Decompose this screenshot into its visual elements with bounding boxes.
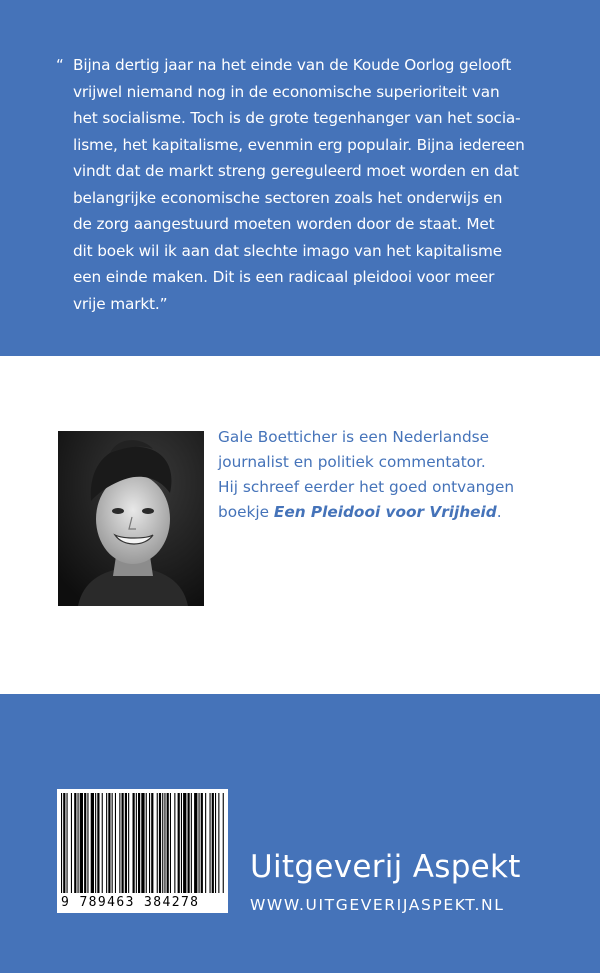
barcode-bar <box>167 793 169 893</box>
bio-text: boekje <box>218 503 274 521</box>
barcode-bar <box>174 793 175 893</box>
bio-line: Hij schreef eerder het goed ontvangen <box>218 478 515 496</box>
barcode-bar <box>78 793 79 893</box>
barcode-bar <box>141 793 144 893</box>
barcode-bar <box>61 793 62 893</box>
barcode-bar <box>212 793 214 893</box>
bio-text: . <box>496 503 502 521</box>
barcode-bar <box>199 793 200 893</box>
barcode-bar <box>159 793 161 893</box>
barcode-bar <box>178 793 180 893</box>
quote-line: belangrijke economische sectoren zoals het onderwijs en <box>73 188 503 207</box>
barcode-bar <box>201 793 203 893</box>
barcode-bar <box>146 793 147 893</box>
barcode-bar <box>218 793 219 893</box>
bio-line: Gale Boetticher is een Nederlandse <box>218 428 490 446</box>
quote-line: vrije markt.” <box>73 294 168 313</box>
author-photo <box>58 431 204 606</box>
barcode-bar <box>71 793 72 893</box>
barcode-bar <box>108 793 110 893</box>
barcode-bar <box>181 793 182 893</box>
barcode-bar <box>164 793 165 893</box>
barcode-bar <box>194 793 197 893</box>
publisher-name: Uitgeverij Aspekt <box>250 849 521 885</box>
barcode-bar <box>63 793 65 893</box>
barcode-bar <box>191 793 192 893</box>
barcode-bar <box>95 793 96 893</box>
open-quote-mark: “ <box>56 56 64 74</box>
barcode-bar <box>157 793 158 893</box>
barcode-bar <box>138 793 140 893</box>
quote-line: de zorg aangestuurd moeten worden door de staat. Met <box>73 215 495 233</box>
barcode-bar <box>119 793 120 893</box>
barcode-bar <box>74 793 76 893</box>
barcode-bar <box>115 793 116 893</box>
previous-book-title: Een Pleidooi voor Vrijheid <box>273 503 497 521</box>
barcode-bar <box>128 793 129 893</box>
quote-line: vrijwel niemand nog in de economische superioriteit van <box>73 82 500 101</box>
barcode-bar <box>205 793 206 893</box>
barcode-bar <box>102 793 103 893</box>
back-cover-quote <box>73 52 553 317</box>
barcode-bar <box>91 793 94 893</box>
quote-line: vindt dat de markt streng gereguleerd moet worden en dat <box>73 162 519 180</box>
barcode-bar <box>122 793 124 893</box>
quote-panel <box>0 0 600 356</box>
quote-line: Bijna dertig jaar na het einde van de Koude Oorlog gelooft <box>73 56 512 74</box>
quote-line: een einde maken. Dit is een radicaal pleidooi voor meer <box>73 268 495 286</box>
barcode-bar <box>151 793 153 893</box>
quote-line: het socialisme. Toch is de grote tegenhanger van het socia- <box>73 109 521 127</box>
bio-line: journalist en politiek commentator. <box>218 453 486 471</box>
barcode-bar <box>97 793 99 893</box>
barcode-bar <box>215 793 216 893</box>
barcode-bar <box>162 793 163 893</box>
barcode-bar <box>67 793 68 893</box>
barcode-bar <box>170 793 171 893</box>
bio-line <box>218 500 558 525</box>
isbn-barcode <box>57 789 228 913</box>
quote-line: lisme, het kapitalisme, evenmin erg populair. Bijna iedereen <box>73 135 525 154</box>
barcode-bar <box>125 793 127 893</box>
author-bio <box>218 425 558 525</box>
barcode-bar <box>188 793 190 893</box>
barcode-bar <box>149 793 150 893</box>
barcode-bar <box>136 793 137 893</box>
barcode-bar <box>183 793 186 893</box>
publisher-website: WWW.UITGEVERIJASPEKT.NL <box>250 896 505 914</box>
barcode-bar <box>84 793 86 893</box>
isbn-number: 9 789463 384278 <box>61 895 200 910</box>
barcode-bar <box>112 793 113 893</box>
barcode-bar <box>223 793 224 893</box>
barcode-bar <box>106 793 107 893</box>
barcode-bar <box>133 793 135 893</box>
quote-line: dit boek wil ik aan dat slechte imago van het kapitalisme <box>73 241 503 260</box>
barcode-bar <box>87 793 88 893</box>
barcode-bar <box>210 793 211 893</box>
barcode-bar <box>80 793 83 893</box>
